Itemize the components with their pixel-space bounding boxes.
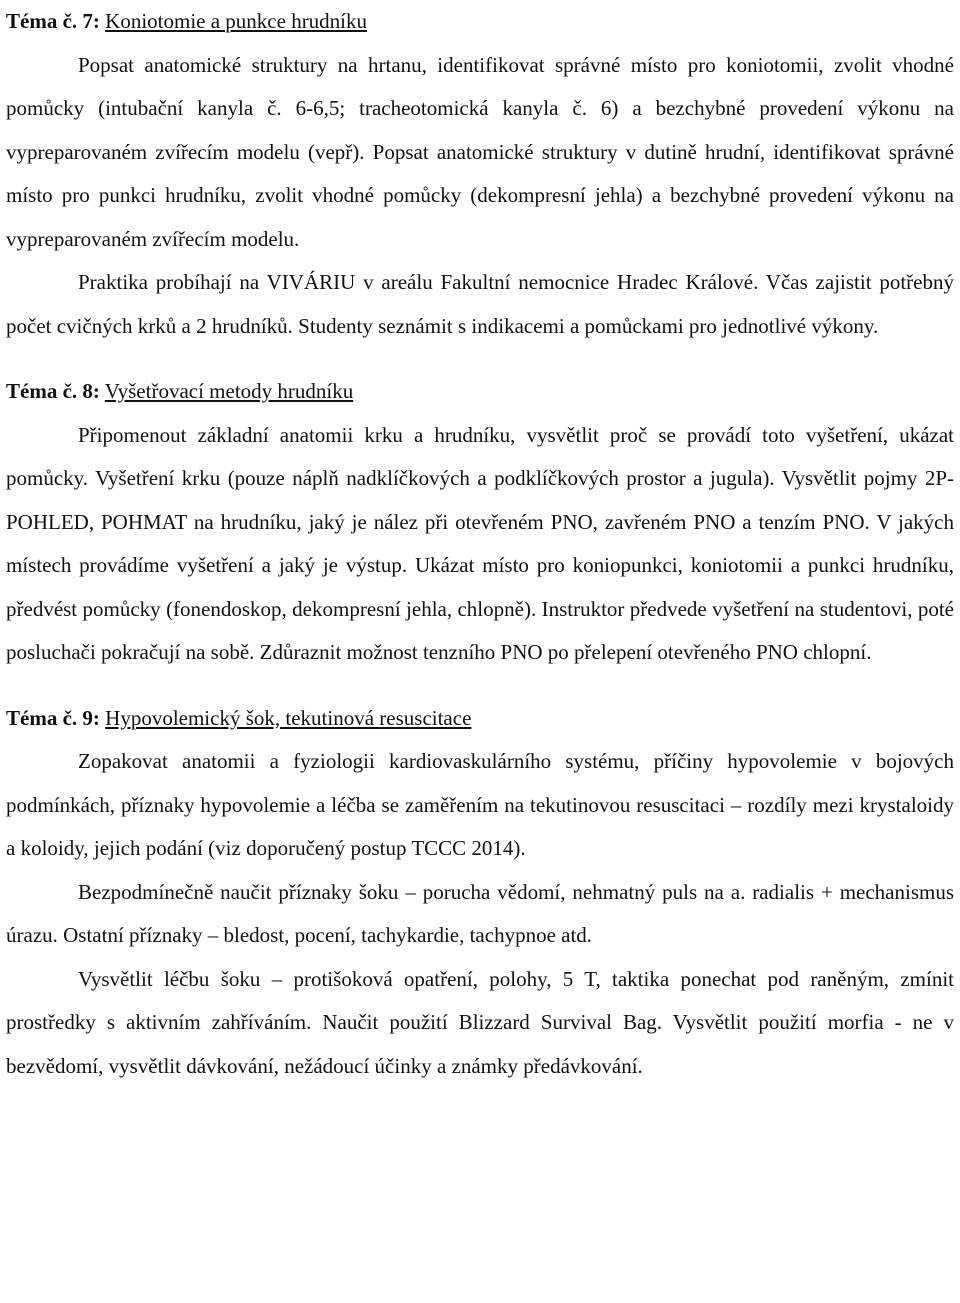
topic-9-title: Hypovolemický šok, tekutinová resuscitace	[105, 705, 472, 730]
topic-8-paragraph-1: Připomenout základní anatomii krku a hrudníku, vysvětlit proč se provádí toto vyšetření, ukázat pomůcky. Vyšetření krku (pouze náplň nadklíčkových a podklíčkových prostor a jugula). Vysvětlit pojmy 2P-POHLED, POHMAT na hrudníku, jaký je nález při otevřeném PNO, zavřeném PNO a tenzím PNO. V jakých místech provádíme vyšetření a jaký je výstup. Ukázat místo pro koniopunkci, koniotomii a punkci hrudníku, předvést pomůcky (fonendoskop, dekompresní jehla, chlopně). Instruktor předvede vyšetření na studentovi, poté posluchači pokračují na sobě. Zdůraznit možnost tenzního PNO po přelepení otevřeného PNO chlopní.	[6, 422, 954, 664]
topic-8-label: Téma č.	[6, 379, 78, 403]
topic-7-paragraph-2: Praktika probíhají na VIVÁRIU v areálu Fakultní nemocnice Hradec Králové. Včas zajistit potřebný počet cvičných krků a 2 hrudníků. Studenty seznámit s indikacemi a pomůckami pro jednotlivé výkony.	[6, 270, 954, 338]
topic-9-paragraph-2: Bezpodmínečně naučit příznaky šoku – porucha vědomí, nehmatný puls na a. radialis + mechanismus úrazu. Ostatní příznaky – bledost, pocení, tachykardie, tachypnoe atd.	[6, 879, 954, 947]
section-gap	[6, 675, 954, 697]
topic-8-section	[6, 370, 954, 675]
topic-7-number: 7:	[82, 9, 100, 33]
topic-8-heading	[6, 370, 954, 414]
topic-9-number: 9:	[82, 705, 100, 730]
topic-7-heading	[6, 0, 954, 44]
topic-9-paragraph-3: Vysvětlit léčbu šoku – protišoková opatření, polohy, 5 T, taktika ponechat pod raněným, zmínit prostředky s aktivním zahříváním. Naučit použití Blizzard Survival Bag. Vysvětlit použití morfia - ne v bezvědomí, vysvětlit dávkování, nežádoucí účinky a známky předávkování.	[6, 966, 954, 1078]
topic-7-title: Koniotomie a punkce hrudníku	[105, 9, 368, 33]
topic-8-number: 8:	[82, 379, 100, 403]
topic-8-title: Vyšetřovací metody hrudníku	[104, 379, 354, 403]
topic-9-paragraph-1: Zopakovat anatomii a fyziologii kardiovaskulárního systému, příčiny hypovolemie v bojových podmínkách, příznaky hypovolemie a léčba se zaměřením na tekutinovou resuscitaci – rozdíly mezi krystaloidy a koloidy, jejich podání (viz doporučený postup TCCC 2014).	[6, 749, 954, 860]
topic-7-section	[6, 0, 954, 348]
topic-7-label: Téma č.	[6, 9, 78, 33]
topic-7-paragraph-1: Popsat anatomické struktury na hrtanu, identifikovat správné místo pro koniotomii, zvolit vhodné pomůcky (intubační kanyla č. 6-6,5; tracheotomická kanyla č. 6) a bezchybné provedení výkonu na vypreparovaném zvířecím modelu (vepř). Popsat anatomické struktury v dutině hrudní, identifikovat správné místo pro punkci hrudníku, zvolit vhodné pomůcky (dekompresní jehla) a bezchybné provedení výkonu na vypreparovaném zvířecím modelu.	[6, 52, 954, 251]
topic-9-section	[6, 697, 954, 1089]
topic-9-label: Téma č.	[6, 705, 78, 730]
section-gap	[6, 348, 954, 370]
topic-9-heading	[6, 697, 954, 741]
